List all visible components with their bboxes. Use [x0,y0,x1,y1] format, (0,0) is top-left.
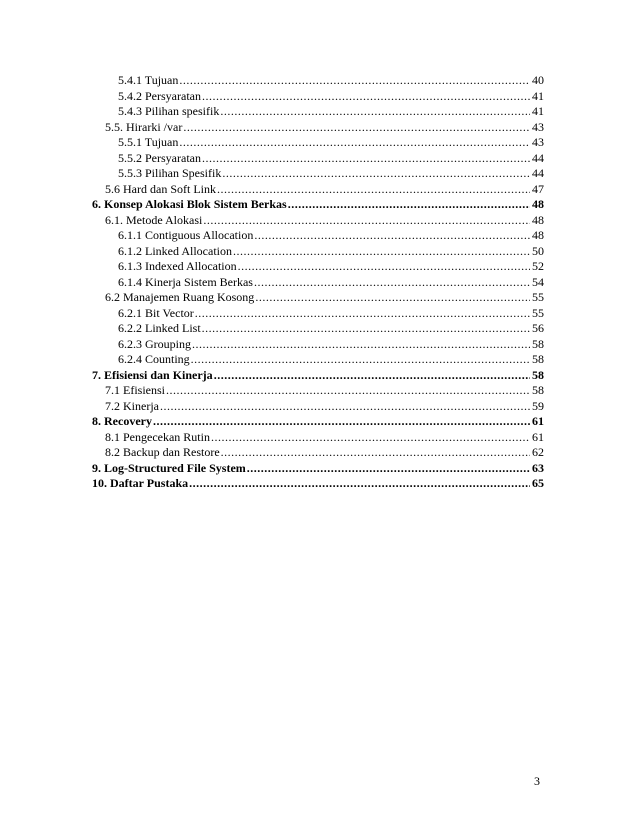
toc-dot-leader [220,104,530,120]
toc-entry[interactable] [92,89,544,105]
toc-entry-title: 6.1.1 Contiguous Allocation [118,228,254,242]
toc-entry-page: 58 [532,367,544,382]
toc-entry[interactable] [92,197,544,213]
toc-entry-title: 5.5.3 Pilihan Spesifik [118,166,222,180]
toc-entry[interactable] [92,120,544,136]
toc-entry-page: 59 [532,398,544,413]
page-number: 3 [534,774,540,788]
toc-dot-leader [222,166,530,182]
toc-entry-title: 6.1. Metode Alokasi [105,212,203,227]
toc-entry-title: 6.2.3 Grouping [118,336,191,351]
toc-entry-page: 48 [532,197,544,211]
toc-entry-page: 58 [532,336,544,351]
toc-entry-page: 58 [532,352,544,366]
toc-entry-page: 61 [532,429,544,444]
toc-entry-page: 47 [532,181,544,196]
toc-entry-title: 5.4.1 Tujuan [118,73,179,87]
toc-dot-leader [153,414,530,430]
toc-entry-title: 6.1.2 Linked Allocation [118,243,232,258]
toc-entry-page: 40 [532,73,544,87]
toc-dot-leader [202,321,530,337]
toc-entry-page: 55 [532,305,544,320]
toc-entry-page: 56 [532,321,544,335]
toc-dot-leader [254,228,530,244]
toc-entry[interactable] [92,135,544,151]
toc-entry[interactable] [92,73,544,89]
toc-entry-title: 10. Daftar Pustaka [92,476,189,490]
toc-entry[interactable] [92,244,544,260]
toc-dot-leader [255,290,530,306]
toc-dot-leader [191,352,530,368]
toc-entry-title: 5.5.2 Persyaratan [118,150,201,165]
toc-entry[interactable] [92,321,544,337]
toc-dot-leader [288,197,530,213]
toc-entry-page: 43 [532,135,544,149]
toc-dot-leader [160,399,530,415]
toc-entry[interactable] [92,337,544,353]
toc-entry-title: 5.4.2 Persyaratan [118,88,201,103]
toc-dot-leader [221,445,530,461]
toc-entry[interactable] [92,228,544,244]
toc-entry-title: 7.2 Kinerja [105,398,159,413]
toc-entry-page: 48 [532,228,544,242]
toc-entry[interactable] [92,368,544,384]
toc-dot-leader [179,135,530,151]
toc-entry-page: 44 [532,166,544,180]
toc-entry-page: 50 [532,243,544,258]
toc-entry[interactable] [92,476,544,492]
toc-entry[interactable] [92,213,544,229]
toc-dot-leader [202,89,530,105]
toc-entry-page: 58 [532,383,544,397]
toc-entry[interactable] [92,151,544,167]
toc-entry[interactable] [92,275,544,291]
toc-entry-title: 5.6 Hard dan Soft Link [105,181,216,196]
toc-entry-title: 6.1.3 Indexed Allocation [118,259,237,273]
toc-entry[interactable] [92,290,544,306]
toc-entry-title: 7.1 Efisiensi [105,383,165,397]
toc-entry[interactable] [92,166,544,182]
toc-dot-leader [179,73,530,89]
toc-dot-leader [195,306,530,322]
toc-entry[interactable] [92,352,544,368]
toc-dot-leader [233,244,530,260]
toc-entry-page: 55 [532,290,544,304]
toc-dot-leader [214,368,530,384]
toc-entry-page: 41 [532,88,544,103]
toc-entry[interactable] [92,306,544,322]
toc-entry-title: 6.2 Manajemen Ruang Kosong [105,290,255,304]
toc-entry-page: 43 [532,119,544,134]
toc-entry-page: 63 [532,460,544,475]
toc-entry-page: 54 [532,274,544,289]
toc-entry-title: 5.4.3 Pilihan spesifik [118,104,220,118]
toc-entry-title: 8.1 Pengecekan Rutin [105,429,210,444]
toc-entry-title: 6.2.1 Bit Vector [118,305,194,320]
toc-entry-title: 5.5. Hirarki /var [105,119,183,134]
toc-entry-title: 8. Recovery [92,414,152,428]
toc-entry-page: 48 [532,212,544,227]
toc-dot-leader [254,275,530,291]
toc-dot-leader [217,182,530,198]
toc-entry[interactable] [92,104,544,120]
toc-entry[interactable] [92,461,544,477]
toc-dot-leader [192,337,530,353]
toc-entry[interactable] [92,182,544,198]
toc-entry[interactable] [92,399,544,415]
toc-dot-leader [247,461,530,477]
toc-dot-leader [238,259,530,275]
toc-entry-page: 41 [532,104,544,118]
toc-dot-leader [202,151,530,167]
toc-entry-title: 6.1.4 Kinerja Sistem Berkas [118,274,253,289]
toc-entry-title: 6.2.2 Linked List [118,321,201,335]
toc-dot-leader [166,383,530,399]
toc-entry-title: 7. Efisiensi dan Kinerja [92,367,213,382]
toc-dot-leader [189,476,530,492]
toc-entry[interactable] [92,259,544,275]
table-of-contents [92,73,544,492]
toc-entry-title: 8.2 Backup dan Restore [105,445,220,459]
toc-dot-leader [203,213,530,229]
toc-entry-page: 44 [532,150,544,165]
toc-dot-leader [211,430,530,446]
toc-entry-page: 62 [532,445,544,459]
toc-entry[interactable] [92,383,544,399]
toc-entry-page: 65 [532,476,544,490]
toc-entry-title: 6.2.4 Counting [118,352,190,366]
toc-entry-page: 52 [532,259,544,273]
toc-entry-title: 6. Konsep Alokasi Blok Sistem Berkas [92,197,287,211]
toc-entry[interactable] [92,414,544,430]
toc-entry-title: 5.5.1 Tujuan [118,135,179,149]
toc-entry[interactable] [92,430,544,446]
toc-entry-title: 9. Log-Structured File System [92,460,246,475]
toc-entry[interactable] [92,445,544,461]
toc-entry-page: 61 [532,414,544,428]
toc-dot-leader [183,120,530,136]
